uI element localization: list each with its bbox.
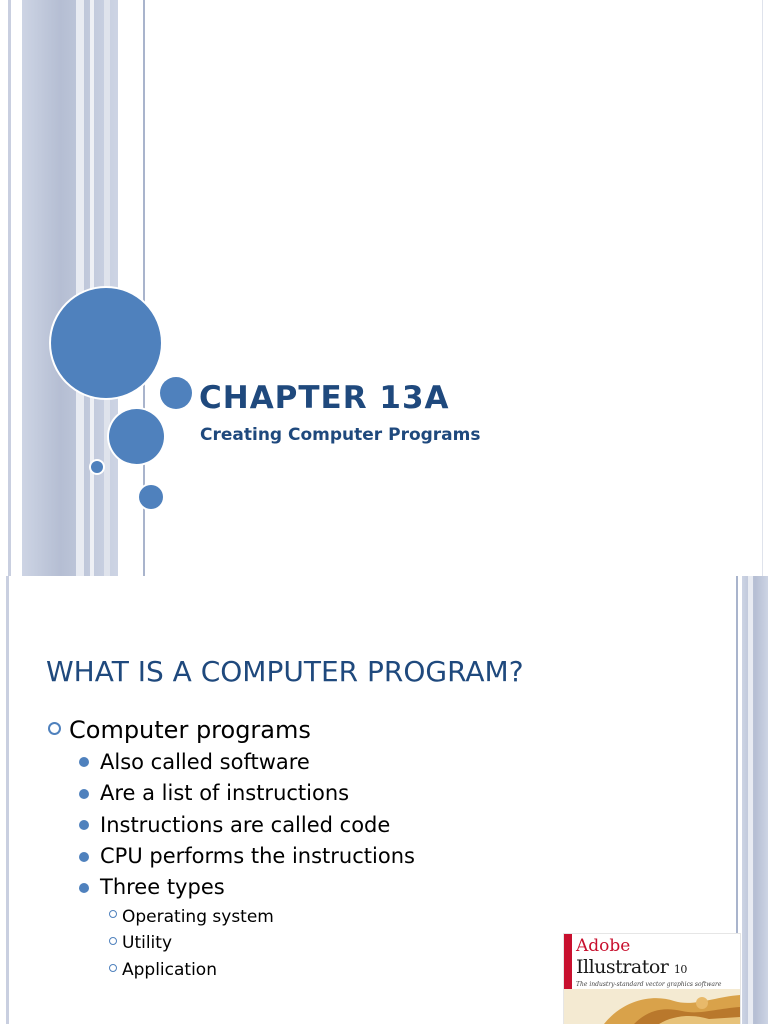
box-product [576, 956, 687, 978]
box-artwork [564, 989, 740, 1024]
slide-title: CHAPTER 13A [199, 380, 450, 416]
box-version: 10 [673, 963, 687, 976]
bullet-item: CPU performs the instructions [100, 844, 415, 868]
decorative-circle [109, 409, 164, 464]
slide-title: WHAT IS A COMPUTER PROGRAM? [46, 655, 524, 688]
small-hollow-circle-bullet-icon [109, 964, 117, 972]
filled-circle-bullet-icon [79, 883, 89, 893]
bullet-item: Also called software [100, 750, 310, 774]
box-product-name: Illustrator [576, 956, 669, 978]
box-tagline: The industry-standard vector graphics software [576, 981, 722, 988]
bullet-item: Operating system [122, 907, 274, 927]
filled-circle-bullet-icon [79, 757, 89, 767]
bullet-item: Application [122, 960, 217, 980]
decorative-stripe [742, 576, 768, 1024]
decorative-stripe [8, 0, 11, 576]
decorative-stripe [748, 576, 753, 1024]
bullet-item: Utility [122, 933, 173, 953]
filled-circle-bullet-icon [79, 820, 89, 830]
box-brand: Adobe [576, 936, 631, 956]
content-slide [0, 576, 768, 1024]
filled-circle-bullet-icon [79, 852, 89, 862]
small-hollow-circle-bullet-icon [109, 937, 117, 945]
slide-subtitle: Creating Computer Programs [200, 425, 481, 445]
decorative-circle [160, 377, 192, 409]
decorative-stripe [90, 0, 94, 576]
product-box-image [564, 934, 740, 1024]
small-hollow-circle-bullet-icon [109, 910, 117, 918]
bullet-item: Computer programs [69, 716, 311, 744]
decorative-stripe [6, 576, 9, 1024]
hollow-circle-bullet-icon [48, 722, 61, 735]
bullet-item: Are a list of instructions [100, 781, 350, 805]
decorative-circle [91, 461, 103, 473]
slide-edge [762, 0, 768, 576]
decorative-stripe [76, 0, 84, 576]
bullet-item: Instructions are called code [100, 813, 391, 837]
decorative-circle [139, 485, 163, 509]
decorative-circle [51, 288, 161, 398]
filled-circle-bullet-icon [79, 789, 89, 799]
bullet-item: Three types [100, 875, 225, 899]
